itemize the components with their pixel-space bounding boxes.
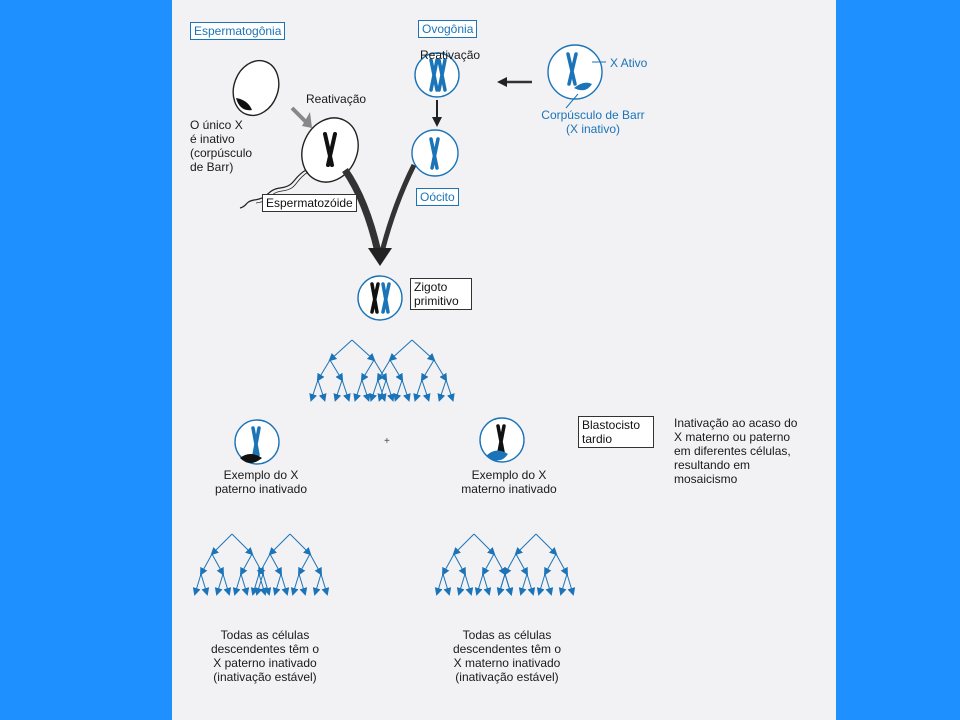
division-arrow — [412, 340, 434, 360]
division-arrow — [539, 574, 545, 594]
division-arrow — [318, 360, 330, 380]
cell-division-tree-paternal — [195, 534, 327, 594]
division-arrow — [521, 574, 527, 594]
division-arrow — [390, 340, 412, 360]
division-arrow — [446, 380, 453, 400]
division-arrow — [217, 574, 223, 594]
division-arrow — [299, 554, 310, 574]
division-arrow — [270, 534, 290, 554]
division-arrow — [378, 380, 385, 400]
division-arrow — [443, 574, 449, 594]
maternal-result-note: Todas as células descendentes têm o X materno inativado (inativação estável) — [452, 628, 562, 684]
division-arrow — [402, 380, 409, 400]
division-arrow — [290, 534, 310, 554]
division-arrow — [270, 554, 281, 574]
division-arrow — [318, 380, 325, 400]
division-arrow — [223, 574, 229, 594]
division-arrow — [454, 554, 465, 574]
arrow-oocyte-to-zygote — [382, 165, 414, 252]
somatic-female-cell — [548, 45, 606, 99]
division-arrow — [434, 360, 446, 380]
division-arrow — [422, 360, 434, 380]
division-arrow — [474, 534, 494, 554]
oocyte-label: Oócito — [416, 188, 459, 206]
division-arrow — [477, 574, 483, 594]
division-arrow — [362, 380, 369, 400]
division-arrow — [379, 380, 386, 400]
division-arrow — [281, 574, 287, 594]
division-arrow — [241, 574, 247, 594]
division-arrow — [293, 574, 299, 594]
division-arrow — [212, 534, 232, 554]
division-arrow — [259, 554, 270, 574]
division-arrow — [395, 380, 402, 400]
division-arrow — [335, 380, 342, 400]
division-arrow — [355, 380, 362, 400]
division-arrow — [437, 574, 443, 594]
division-arrow — [545, 554, 556, 574]
spermatogonia-label: Espermatogônia — [190, 22, 285, 40]
cell-division-tree-maternal — [437, 534, 573, 594]
svg-text:+: + — [384, 436, 390, 447]
division-arrow — [454, 534, 474, 554]
example-paternal-label: Exemplo do X paterno inativado — [214, 468, 308, 496]
division-arrow — [330, 340, 352, 360]
division-arrow — [527, 574, 533, 594]
division-arrow — [275, 574, 281, 594]
spermatozoon-label: Espermatozóide — [262, 194, 357, 212]
only-x-inactive-note: O único X é inativo (corpúsculo de Barr) — [190, 118, 253, 174]
division-arrow — [556, 554, 567, 574]
division-arrow — [561, 574, 567, 594]
division-arrow — [415, 380, 422, 400]
division-arrow — [439, 380, 446, 400]
maternal-inactivated-cell — [480, 418, 524, 462]
division-arrow — [315, 574, 321, 594]
reactivation-label-female: Reativação — [420, 48, 481, 62]
division-arrow — [465, 574, 471, 594]
zygote-label: Zigoto primitivo — [410, 278, 472, 310]
reactivation-label-male: Reativação — [306, 92, 367, 106]
division-arrow — [390, 360, 402, 380]
division-arrow — [212, 554, 223, 574]
division-arrow — [342, 380, 349, 400]
spermatogonia-cell — [226, 54, 286, 122]
barr-body-label: Corpúsculo de Barr (X inativo) — [541, 108, 645, 136]
division-arrow — [505, 574, 511, 594]
division-arrow — [567, 574, 573, 594]
division-arrow — [232, 534, 252, 554]
division-arrow — [483, 574, 489, 594]
division-arrow — [494, 554, 505, 574]
cell-division-tree-embryo — [311, 340, 453, 400]
blastocyst-label: Blastocisto tardio — [578, 416, 654, 448]
x-active-label: X Ativo — [610, 56, 648, 70]
division-arrow — [201, 554, 212, 574]
division-arrow — [516, 554, 527, 574]
oocyte-cell — [412, 130, 458, 176]
zygote-cell — [358, 276, 402, 320]
division-arrow — [330, 360, 342, 380]
division-arrow — [386, 380, 393, 400]
paternal-result-note: Todas as células descendentes têm o X paterno inativado (inativação estável) — [210, 628, 320, 684]
division-arrow — [443, 554, 454, 574]
division-arrow — [311, 380, 318, 400]
division-arrow — [241, 554, 252, 574]
random-inactivation-note: Inativação ao acaso do X materno ou paterno em diferentes células, resultando em mosaicismo — [674, 416, 798, 486]
division-arrow — [310, 554, 321, 574]
division-arrow — [235, 574, 241, 594]
division-arrow — [201, 574, 207, 594]
division-arrow — [362, 360, 374, 380]
division-arrow — [352, 340, 374, 360]
division-arrow — [545, 574, 551, 594]
division-arrow — [516, 534, 536, 554]
example-maternal-label: Exemplo do X materno inativado — [461, 468, 557, 496]
division-arrow — [371, 380, 378, 400]
reactivation-arrow-male — [292, 108, 306, 122]
division-arrow — [299, 574, 305, 594]
division-arrow — [252, 554, 263, 574]
division-arrow — [422, 380, 429, 400]
division-arrow — [459, 574, 465, 594]
division-arrow — [195, 574, 201, 594]
division-arrow — [321, 574, 327, 594]
division-arrow — [483, 554, 494, 574]
division-arrow — [536, 534, 556, 554]
division-arrow — [499, 574, 505, 594]
oogonia-label: Ovogônia — [418, 20, 477, 38]
division-arrow — [505, 554, 516, 574]
paternal-inactivated-cell — [235, 420, 279, 464]
